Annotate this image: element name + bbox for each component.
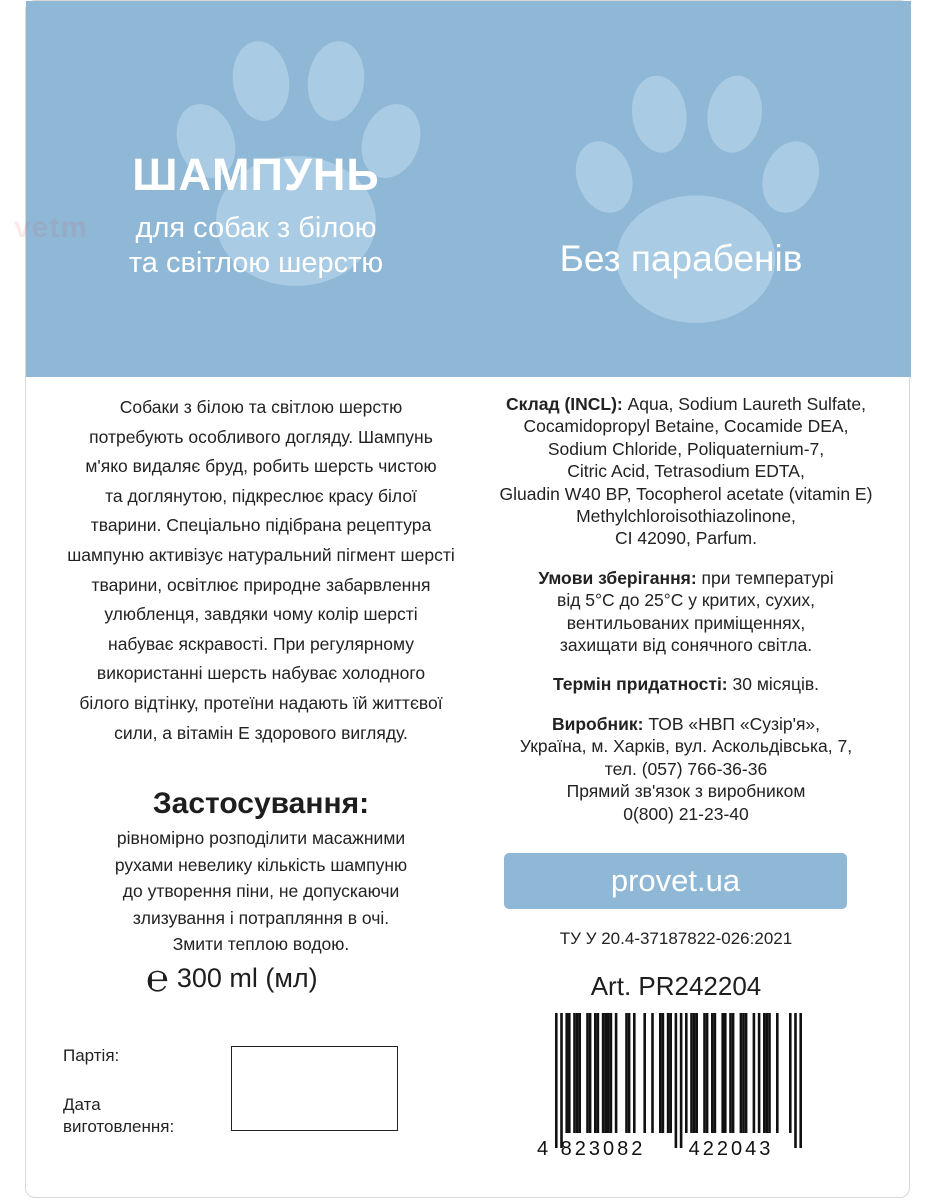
barcode-bar (565, 1013, 568, 1133)
barcode-bar (669, 1013, 672, 1133)
description (66, 393, 456, 748)
barcode-bar (589, 1013, 592, 1133)
barcode-bar (721, 1013, 724, 1133)
date-label-line: виготовлення: (63, 1117, 175, 1136)
barcode-bar (607, 1013, 610, 1133)
shelf-life-label: Термін придатності: (552, 674, 728, 694)
barcode-left-digits: 823082 (560, 1138, 646, 1160)
barcode-bar (724, 1013, 727, 1133)
barcode-bar (745, 1013, 748, 1133)
description-line: набуває яскравості. При регулярному (108, 633, 414, 654)
article-number: Art. PR242204 (590, 971, 762, 1001)
barcode-first-digit: 4 (537, 1138, 549, 1160)
subtitle-line: для собак з білою (135, 212, 377, 244)
barcode-bar (794, 1013, 797, 1148)
storage-line: від 5°С до 25°С у критих, сухих, (557, 590, 815, 611)
barcode-bar (768, 1013, 771, 1133)
barcode-bar (643, 1013, 646, 1133)
barcode-bar (576, 1013, 579, 1133)
product-label (14, 0, 910, 1198)
description-line: використанні шерсть набуває холодного (96, 663, 426, 684)
barcode-bar (625, 1013, 628, 1133)
barcode-bar (651, 1013, 654, 1133)
usage-line: рівномірно розподілити масажними (116, 828, 406, 848)
barcode-bar (766, 1013, 769, 1133)
barcode-bar (763, 1013, 766, 1133)
barcode-bars (555, 1013, 802, 1148)
description-line: білого відтінку, протеїни надають їй життєвої (79, 692, 443, 713)
barcode-bar (729, 1013, 732, 1133)
volume-value: 300 ml (мл) (176, 963, 318, 993)
description-line: м'яко видаляє бруд, робить шерсть чистою (85, 456, 437, 477)
barcode-bar (633, 1013, 636, 1133)
usage-line: Змити теплою водою. (172, 934, 350, 954)
barcode-bar (711, 1013, 714, 1133)
usage-title: Застосування: (152, 787, 370, 820)
barcode-bar (610, 1013, 613, 1133)
manufacture-date-label (63, 1094, 174, 1138)
barcode-bar (573, 1013, 576, 1133)
barcode-bar (703, 1013, 706, 1133)
barcode-bar (690, 1013, 693, 1133)
manufacturer-line: Україна, м. Харків, вул. Аскольдівська, 7, (519, 736, 853, 757)
barcode-bar (560, 1013, 563, 1148)
composition-line: CI 42090, Parfum. (614, 528, 758, 549)
paw-print-icon (551, 56, 841, 356)
description-line: улюбленця, завдяки чому колір шерсті (104, 604, 418, 625)
barcode-bar (714, 1013, 717, 1133)
usage-line: злизування і потрапляння в очі. (132, 907, 390, 928)
description-line: та доглянутою, підкреслює красу білої (105, 485, 417, 506)
storage-label: Умови зберігання: (538, 568, 697, 588)
barcode-bar (659, 1013, 662, 1133)
website-link[interactable]: provet.ua (504, 853, 847, 909)
batch-stamp-box (231, 1046, 398, 1131)
usage-line: рухами невелику кількість шампуню (114, 854, 408, 875)
barcode-bar (615, 1013, 618, 1133)
barcode-bar (740, 1013, 743, 1133)
volume (146, 957, 396, 1000)
composition-label: Склад (INCL): (506, 394, 623, 414)
barcode-bar (789, 1013, 792, 1133)
composition-first-line: Aqua, Sodium Laureth Sulfate, (622, 394, 866, 414)
description-line: шампуню активізує натуральний пігмент шерсті (67, 544, 455, 565)
shelf-life (476, 673, 896, 695)
barcode-bar (568, 1013, 571, 1133)
description-line: потребують особливого догляду. Шампунь (89, 426, 433, 447)
barcode-bar (586, 1013, 589, 1133)
barcode-bar (706, 1013, 709, 1133)
storage-line: вентильованих приміщеннях, (566, 612, 806, 633)
composition-line: Gluadin W40 BP, Tocopherol acetate (vitamin E) (499, 483, 873, 504)
barcode-bar (555, 1013, 558, 1148)
barcode-bar (753, 1013, 756, 1133)
subtitle-line: та світлою шерстю (128, 247, 384, 279)
barcode-bar (675, 1013, 678, 1148)
barcode-bar (732, 1013, 735, 1133)
barcode-bar (667, 1013, 670, 1133)
header-banner (14, 1, 911, 377)
barcode (531, 1013, 811, 1163)
barcode-bar (604, 1013, 607, 1133)
description-line: тварини, освітлює природне забарвлення (91, 574, 431, 595)
barcode-bar (594, 1013, 597, 1133)
barcode-bar (693, 1013, 696, 1133)
barcode-bar (578, 1013, 581, 1133)
composition (476, 393, 896, 550)
manufacturer-line: Прямий зв'язок з виробником (566, 781, 806, 802)
description-line: сили, а вітамін Е здорового вигляду. (114, 722, 408, 743)
barcode-bar (776, 1013, 779, 1133)
estimated-sign-icon: ℮ (146, 957, 169, 1000)
description-line: тварини. Спеціально підібрана рецептура (90, 515, 432, 536)
manufacturer-first-line: ТОВ «НВП «Сузір'я», (643, 714, 821, 734)
composition-line: Sodium Chloride, Poliquaternium-7, (547, 438, 825, 459)
barcode-bar (758, 1013, 761, 1133)
manufacturer-line: 0(800) 21-23-40 (623, 803, 749, 824)
barcode-bar (602, 1013, 605, 1133)
manufacturer (476, 713, 896, 825)
storage-line: захищати від сонячного світла. (559, 635, 813, 656)
manufacturer-label: Виробник: (551, 714, 644, 734)
batch-label: Партія: (63, 1046, 120, 1065)
barcode-bar (695, 1013, 698, 1133)
storage-first-line: при температурі (696, 568, 834, 588)
barcode-right-digits: 422043 (688, 1138, 774, 1160)
composition-line: Cocamidopropyl Betaine, Cocamide DEA, (523, 416, 849, 437)
barcode-bar (799, 1013, 802, 1148)
watermark: vetm (14, 211, 89, 244)
barcode-bar (680, 1013, 683, 1148)
storage-conditions (476, 567, 896, 657)
barcode-bar (742, 1013, 745, 1133)
barcode-bar (628, 1013, 631, 1133)
barcode-bar (662, 1013, 665, 1133)
technical-standard: ТУ У 20.4-37187822-026:2021 (559, 929, 793, 948)
manufacturer-line: тел. (057) 766-36-36 (604, 758, 768, 779)
barcode-bar (685, 1013, 688, 1133)
usage-line: до утворення піни, не допускаючи (122, 881, 400, 901)
barcode-bar (597, 1013, 600, 1133)
composition-line: Methylchloroisothiazolinone, (576, 506, 796, 527)
feature-claim: Без парабенів (559, 238, 803, 279)
composition-line: Citric Acid, Tetrasodium EDTA, (567, 461, 805, 482)
description-line: Собаки з білою та світлою шерстю (119, 397, 403, 417)
date-label-line: Дата (63, 1095, 101, 1114)
usage-text (66, 825, 456, 958)
product-subtitle (96, 211, 416, 281)
product-title: ШАМПУНЬ (132, 149, 380, 200)
shelf-life-value: 30 місяців. (727, 674, 820, 694)
